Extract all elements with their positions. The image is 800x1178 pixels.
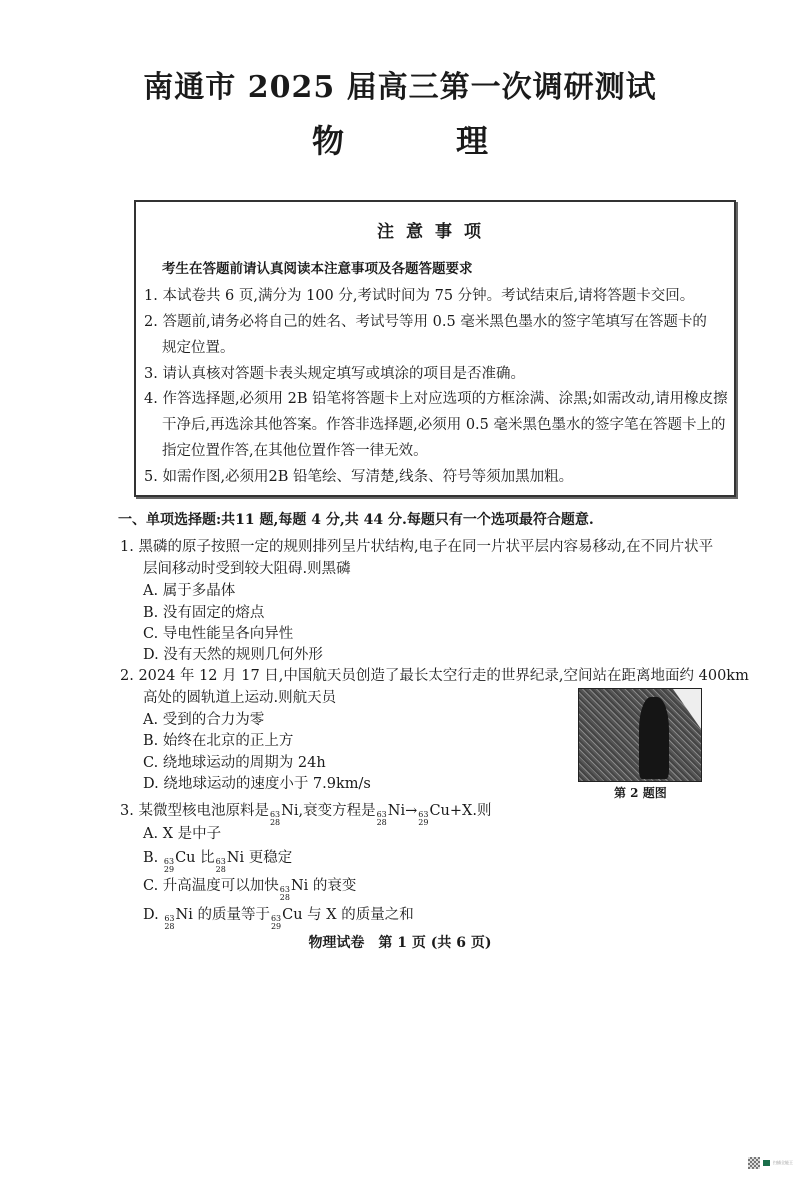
astronaut-photo [578,688,702,782]
q1-option-a: A. 属于多晶体 [143,583,236,599]
subject-title: 物 理 [311,122,528,160]
text: ,衰变方程是 [298,803,376,819]
notice-box [134,200,736,497]
q2-stem: 高处的圆轨道上运动.则航天员 [143,690,337,706]
notice-line: 5. 如需作图,必须用2B 铅笔绘、写清楚,线条、符号等须加黑加粗。 [144,469,574,485]
q2-option-d: D. 绕地球运动的速度小于 7.9km/s [143,776,371,792]
watermark-text: 扫描全能王 [773,1160,793,1165]
notice-line: 干净后,再选涂其他答案。作答非选择题,必须用 0.5 毫米黑色墨水的签字笔在答题卡上的 [162,417,726,433]
q3-option-a: A. X 是中子 [143,826,222,842]
q1-option-c: C. 导电性能呈各向异性 [143,626,294,642]
figure-caption: 第 2 题图 [614,786,667,800]
notice-line: 规定位置。 [162,340,235,356]
section-heading: 一、单项选择题:共11 题,每题 4 分,共 44 分.每题只有一个选项最符合题意. [118,512,594,528]
nuclide-ni: 63 28 [376,810,387,827]
q1-option-d: D. 没有天然的规则几何外形 [143,647,323,663]
q1-option-b: B. 没有固定的熔点 [143,605,265,621]
text: Cu [429,803,450,819]
notice-line: 1. 本试卷共 6 页,满分为 100 分,考试时间为 75 分钟。考试结束后,请将答题卡交回。 [144,288,695,304]
nuclide-ni: 63 28 [215,857,226,874]
notice-line: 2. 答题前,请务必将自己的姓名、考试号等用 0.5 毫米黑色墨水的签字笔填写在答题卡的 [144,314,707,330]
notice-line: 3. 请认真核对答题卡表头规定填写或填涂的项目是否准确。 [144,366,525,382]
page-footer: 物理试卷 第 1 页 (共 6 页) [308,935,492,951]
scanner-logo-icon [763,1160,770,1166]
text: +X.则 [449,803,492,819]
q2-option-b: B. 始终在北京的正上方 [143,733,294,749]
q3-option-b: B. 63 29 Cu 比 63 28 Ni 更稳定 [143,850,293,874]
q1-stem: 层间移动时受到较大阻碍.则黑磷 [143,561,351,577]
nuclide-cu: 63 29 [418,810,429,827]
nuclide-ni: 63 28 [269,810,281,827]
q1-stem: 1. 黑磷的原子按照一定的规则排列呈片状结构,电子在同一片状平层内容易移动,在不同片状平 [120,539,714,555]
q3-option-d: D. 63 28 Ni 的质量等于 63 29 Cu 与 X 的质量之和 [143,907,414,931]
text: 3. 某微型核电池原料是 [120,803,269,819]
nuclide-ni: 63 28 [279,885,290,902]
notice-line: 4. 作答选择题,必须用 2B 铅笔将答题卡上对应选项的方框涂满、涂黑;如需改动,请用橡皮擦 [144,391,728,407]
text: Ni [281,803,299,819]
notice-intro: 考生在答题前请认真阅读本注意事项及各题答题要求 [162,261,473,277]
q2-option-a: A. 受到的合力为零 [143,712,265,728]
text: Ni [387,803,406,819]
notice-line: 指定位置作答,在其他位置作答一律无效。 [162,443,428,459]
arrow: → [405,803,418,819]
qr-code-icon [748,1157,760,1169]
q2-option-c: C. 绕地球运动的周期为 24h [143,755,326,771]
scanner-watermark [748,1157,793,1169]
nuclide-ni: 63 28 [164,914,175,931]
q3-option-c: C. 升高温度可以加快 63 28 Ni 的衰变 [143,878,357,902]
exam-title: 南通市 2025 届高三第一次调研测试 [143,70,657,105]
nuclide-cu: 63 29 [270,914,282,931]
nuclide-cu: 63 29 [163,857,175,874]
notice-heading: 注意事项 [377,222,493,242]
q2-stem: 2. 2024 年 12 月 17 日,中国航天员创造了最长太空行走的世界纪录,空间站在距离地面约 400km [120,668,749,684]
